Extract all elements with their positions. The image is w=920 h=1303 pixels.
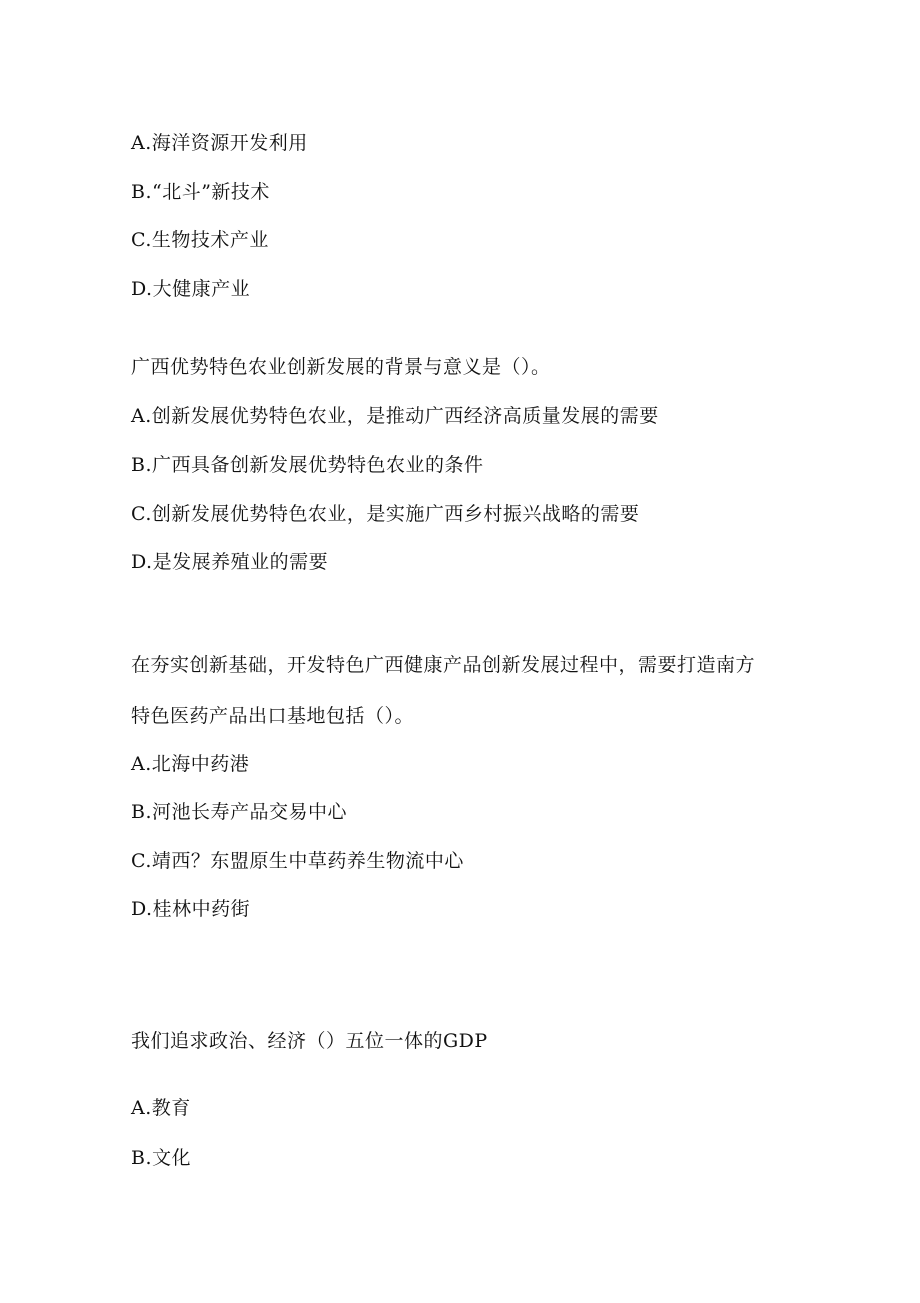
q4-option-a: A.教育 — [131, 1097, 191, 1119]
q3-question-line-2: 特色医药产品出口基地包括（）。 — [131, 705, 415, 727]
q2-option-a: A.创新发展优势特色农业，是推动广西经济高质量发展的需要 — [131, 405, 659, 427]
q3-question-line-1: 在夯实创新基础，开发特色广西健康产品创新发展过程中，需要打造南方 — [131, 654, 756, 676]
q4-question: 我们追求政治、经济（）五位一体的GDP — [131, 1030, 488, 1052]
q1-option-d: D.大健康产业 — [131, 278, 251, 300]
q2-question: 广西优势特色农业创新发展的背景与意义是（）。 — [131, 356, 551, 378]
q3-option-a: A.北海中药港 — [131, 753, 250, 775]
q3-option-c: C.靖西？东盟原生中草药养生物流中心 — [131, 850, 464, 872]
q1-option-a: A.海洋资源开发利用 — [131, 132, 308, 154]
q2-option-c: C.创新发展优势特色农业，是实施广西乡村振兴战略的需要 — [131, 503, 640, 525]
q4-option-b: B.文化 — [131, 1147, 192, 1169]
q1-option-c: C.生物技术产业 — [131, 229, 269, 251]
q3-option-d: D.桂林中药街 — [131, 898, 251, 920]
q1-option-b: B.“北斗”新技术 — [131, 181, 270, 203]
q2-option-b: B.广西具备创新发展优势特色农业的条件 — [131, 454, 484, 476]
q2-option-d: D.是发展养殖业的需要 — [131, 551, 329, 573]
q3-option-b: B.河池长寿产品交易中心 — [131, 801, 348, 823]
